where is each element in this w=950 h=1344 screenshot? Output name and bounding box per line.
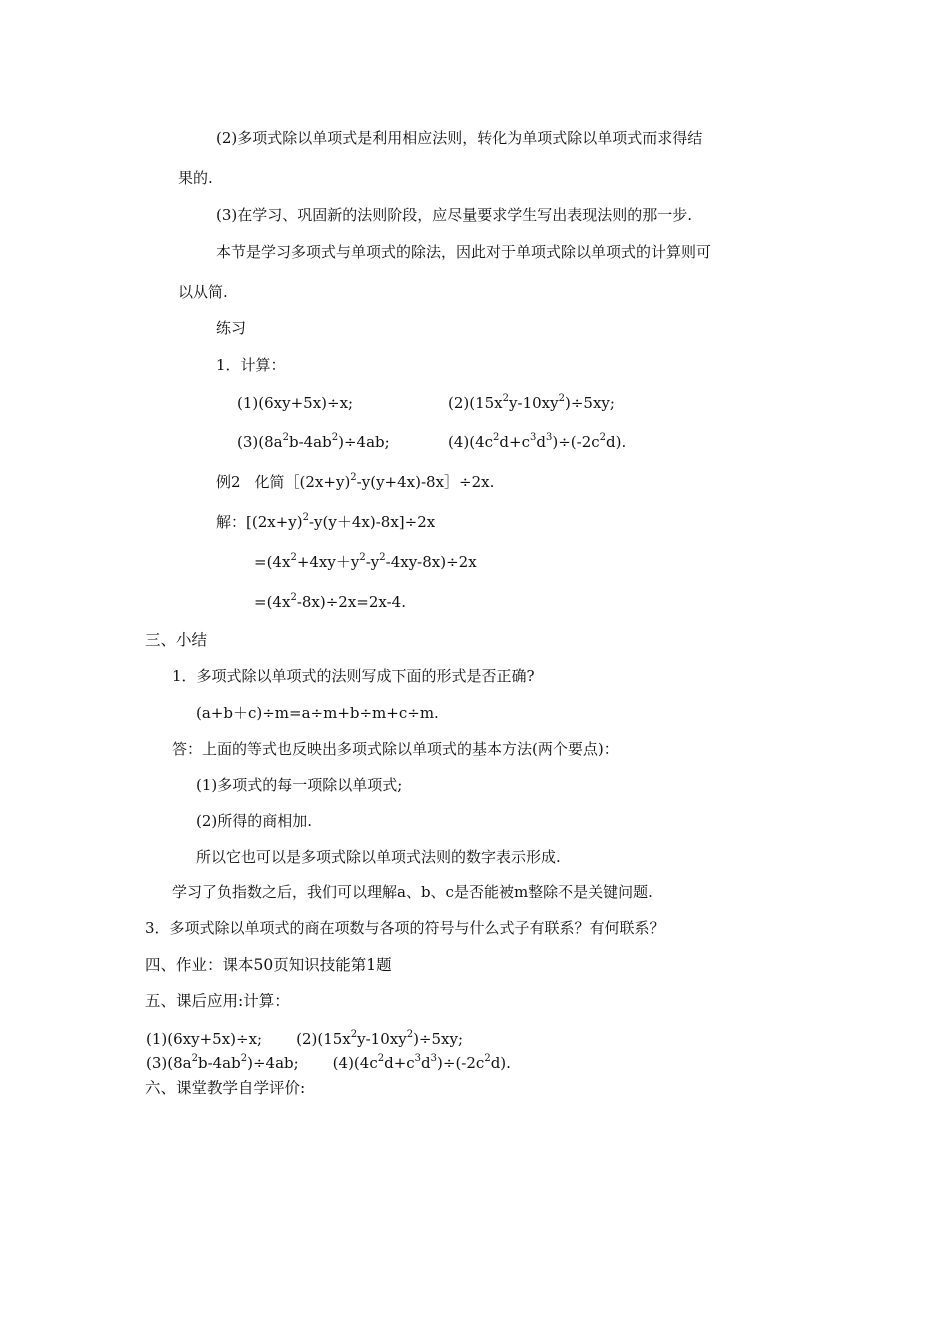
afterclass-row-2: $(3)(8a^2b-4ab^2)\div 4ab$; $(4)(4c^2d+c^3d^3)\div(-2c^2d)$. (146, 1053, 511, 1072)
example-label: 例2 (216, 473, 241, 491)
practice-item-3: $(3)(8a^2b-4ab^2)\div 4ab$; (237, 432, 390, 451)
note-2-line2: 果的. (178, 169, 213, 187)
summary-learning: 学习了负指数之后，我们可以理解a、b、c是否能被m整除不是关键问题. (172, 883, 653, 901)
afterclass-row-1: (1)(6xy+5x)÷x; $(2)(15x^2y-10xy^2)\div 5xy$; (146, 1029, 464, 1048)
note-3: (3)在学习、巩固新的法则阶段，应尽量要求学生写出表现法则的那一步. (216, 206, 693, 224)
summary-question-3: 3．多项式除以单项式的商在项数与各项的符号与什么式子有联系？有何联系？ (145, 919, 665, 937)
summary-point-2: (2)所得的商相加. (196, 812, 313, 830)
solution-line-3: $=(4x^2-8x)\div 2x=2x-4$. (254, 592, 406, 611)
paragraph-line1: 本节是学习多项式与单项式的除法，因此对于单项式除以单项式的计算则可 (216, 243, 712, 261)
paragraph-line2: 以从简. (178, 283, 228, 301)
homework: 四、作业：课本50页知识技能第1题 (145, 956, 392, 974)
summary-answer: 答：上面的等式也反映出多项式除以单项式的基本方法(两个要点)： (172, 740, 619, 758)
solution-line-2: $=(4x^2+4xy+y^2-y^2-4xy-8x)\div 2x$ (254, 552, 477, 571)
summary-formula: (a+b＋c)÷m=a÷m+b÷m+c÷m. (196, 704, 439, 722)
practice-item-2: $(2)(15x^2y-10xy^2)\div 5xy$; (448, 393, 615, 412)
practice-heading: 练习 (216, 319, 247, 337)
summary-point-1: (1)多项式的每一项除以单项式; (196, 776, 403, 794)
afterclass-heading: 五、课后应用:计算： (145, 992, 290, 1010)
summary-question-1: 1．多项式除以单项式的法则写成下面的形式是否正确? (172, 667, 535, 685)
evaluation-heading: 六、课堂教学自学评价: (145, 1079, 306, 1097)
practice-question-1: 1．计算： (216, 356, 286, 374)
solution-line-1: 解：$[(2x+y)^2-y(y+4x)-8x]\div 2x$ (216, 512, 436, 531)
note-2-line1: (2)多项式除以单项式是利用相应法则，转化为单项式除以单项式而求得结 (216, 129, 703, 147)
summary-heading: 三、小结 (145, 631, 208, 649)
practice-item-4: $(4)(4c^2d+c^3d^3)\div(-2c^2d)$. (448, 432, 627, 451)
example-2: 例2 化简$[(2x+y)^2-y(y+4x)-8x]\div 2x$. (216, 472, 495, 491)
practice-item-1: (1)(6xy+5x)÷x; (237, 394, 354, 412)
summary-conclusion: 所以它也可以是多项式除以单项式法则的数字表示形成. (196, 848, 561, 866)
